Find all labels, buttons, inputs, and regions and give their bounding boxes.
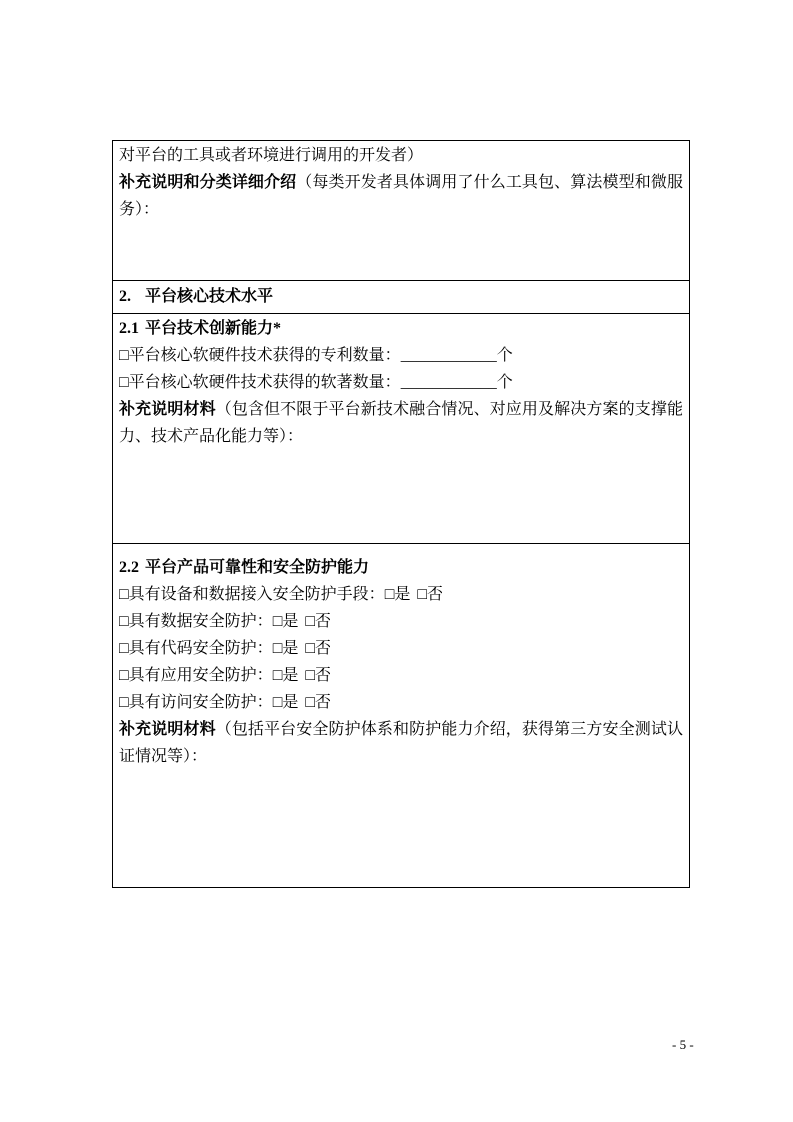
supplement-note-security — [119, 716, 683, 770]
cell-section2-1 — [113, 314, 689, 544]
continuation-text: 对平台的工具或者环境进行调用的开发者） — [119, 147, 424, 164]
page-number: - 5 - — [672, 1037, 694, 1052]
section2-header — [119, 283, 683, 310]
yes-label: 是 — [282, 667, 299, 684]
checklist-item-label: 平台核心软硬件技术获得的专利数量： — [128, 347, 401, 364]
checklist-item-label: 具有应用安全防护： — [128, 667, 273, 684]
yes-label: 是 — [282, 694, 299, 711]
checklist-item-label: 具有访问安全防护： — [128, 694, 273, 711]
checkbox-icon: □ — [119, 667, 129, 684]
supplement-text: （每类开发者具体调用了什么工具包、算法模型和微服务）： — [119, 174, 683, 218]
cell-section2-2 — [113, 544, 689, 887]
supplement-text: （包括平台安全防护体系和防护能力介绍，获得第三方安全测试认证情况等）： — [119, 721, 683, 765]
checkbox-icon: □ — [119, 694, 129, 711]
checklist-item-data-security — [119, 608, 683, 635]
checkbox-icon: □ — [119, 613, 129, 630]
section2-1-title: 平台技术创新能力* — [145, 320, 282, 337]
checklist-item-access-security — [119, 689, 683, 716]
unit-label: 个 — [496, 347, 513, 364]
checkbox-yes-icon: □ — [272, 667, 283, 684]
checkbox-no-icon: □ — [417, 586, 428, 603]
supplement-note-developers — [119, 169, 683, 223]
no-label: 否 — [315, 667, 332, 684]
section2-1-header — [119, 315, 683, 342]
cell-developer-types-continuation — [113, 141, 689, 281]
section2-title: 平台核心技术水平 — [145, 288, 274, 305]
checkbox-no-icon: □ — [305, 694, 316, 711]
checklist-item-label: 具有代码安全防护： — [128, 640, 273, 657]
checkbox-yes-icon: □ — [272, 694, 283, 711]
checkbox-yes-icon: □ — [384, 586, 395, 603]
checkbox-icon: □ — [119, 586, 129, 603]
fill-in-blank: ____________ — [400, 374, 497, 391]
checklist-item-label: 平台核心软硬件技术获得的软著数量： — [128, 374, 401, 391]
no-label: 否 — [427, 586, 444, 603]
row-section2-header — [113, 281, 689, 314]
supplement-label: 补充说明材料 — [119, 401, 216, 418]
checkbox-icon: □ — [119, 640, 129, 657]
yes-label: 是 — [282, 613, 299, 630]
checkbox-no-icon: □ — [305, 667, 316, 684]
section2-2-title: 平台产品可靠性和安全防护能力 — [145, 559, 370, 576]
checklist-item-application-security — [119, 662, 683, 689]
section2-2-header — [119, 554, 683, 581]
unit-label: 个 — [496, 374, 513, 391]
no-label: 否 — [315, 694, 332, 711]
yes-label: 是 — [394, 586, 411, 603]
supplement-label: 补充说明和分类详细介绍 — [119, 174, 297, 191]
checklist-item-patent-count — [119, 342, 683, 369]
supplement-note-innovation — [119, 396, 683, 450]
checkbox-no-icon: □ — [305, 613, 316, 630]
checkbox-yes-icon: □ — [272, 613, 283, 630]
supplement-text: （包含但不限于平台新技术融合情况、对应用及解决方案的支撑能力、技术产品化能力等）： — [119, 401, 683, 445]
checklist-item-software-copyright-count — [119, 369, 683, 396]
yes-label: 是 — [282, 640, 299, 657]
section2-number: 2. — [119, 288, 131, 305]
section2-1-number: 2.1 — [119, 320, 139, 337]
checklist-item-device-data-access-security — [119, 581, 683, 608]
form-table — [112, 140, 690, 888]
supplement-label: 补充说明材料 — [119, 721, 216, 738]
checkbox-icon: □ — [119, 347, 129, 364]
checklist-item-label: 具有设备和数据接入安全防护手段： — [128, 586, 385, 603]
checkbox-no-icon: □ — [305, 640, 316, 657]
checkbox-yes-icon: □ — [272, 640, 283, 657]
checkbox-icon: □ — [119, 374, 129, 391]
no-label: 否 — [315, 640, 332, 657]
checklist-item-label: 具有数据安全防护： — [128, 613, 273, 630]
fill-in-blank: ____________ — [400, 347, 497, 364]
no-label: 否 — [315, 613, 332, 630]
checklist-item-code-security — [119, 635, 683, 662]
section2-2-number: 2.2 — [119, 559, 139, 576]
